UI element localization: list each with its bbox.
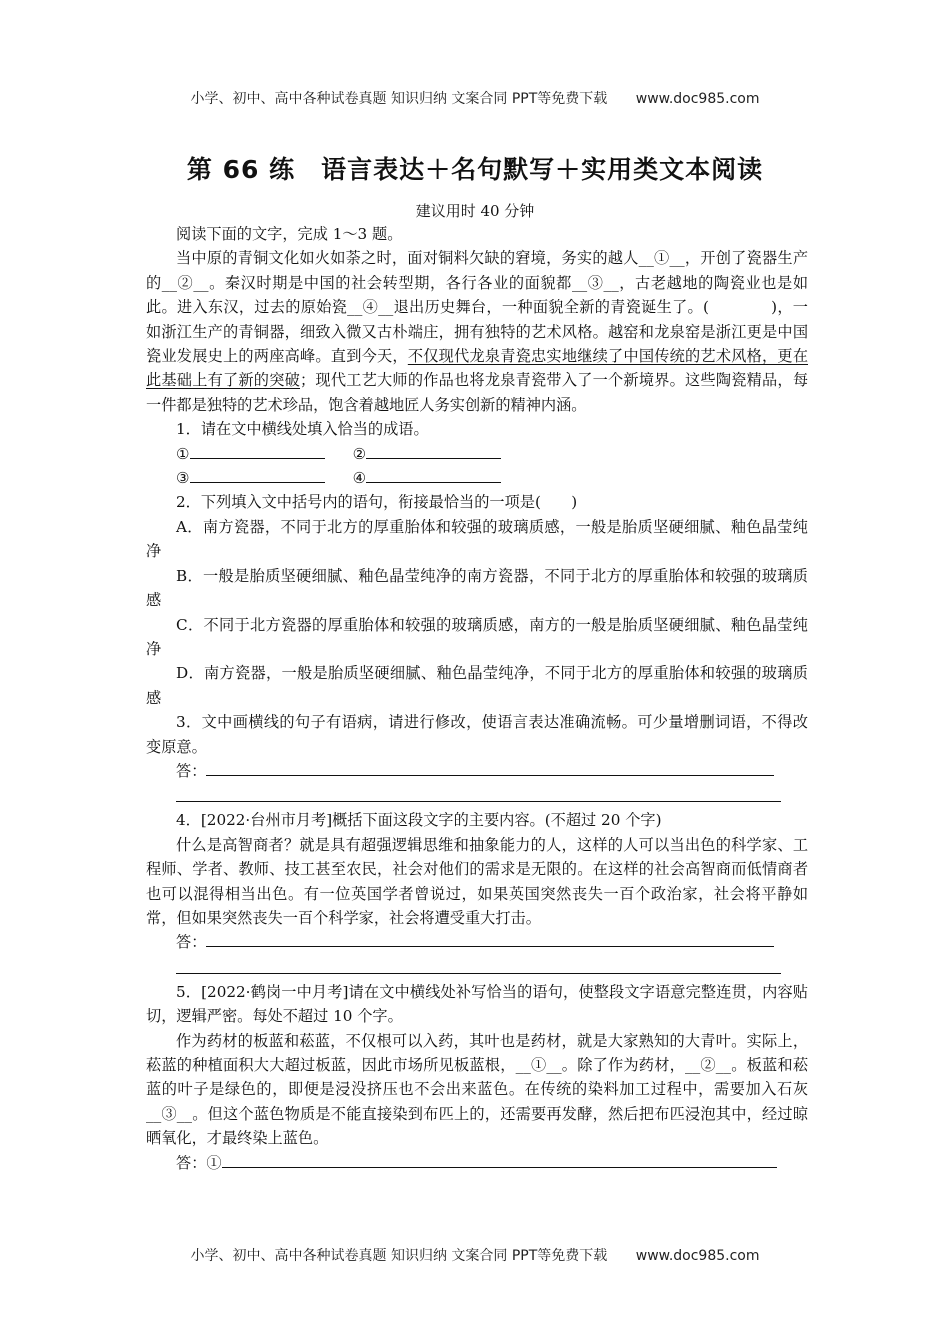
answer-label: 答：: [176, 761, 207, 780]
answer-line[interactable]: [206, 761, 774, 776]
footer-site-link[interactable]: www.doc985.com: [635, 1248, 760, 1264]
question-4-answer: [146, 930, 808, 954]
question-5-answer: [146, 1151, 808, 1175]
answer-blank-1[interactable]: [190, 444, 325, 459]
question-4-passage: 什么是高智商者？就是具有超强逻辑思维和抽象能力的人，这样的人可以当出色的科学家、工程师、学者、教师、技工甚至农民，社会对他们的需求是无限的。在这样的社会高智商而低情商者也可以混得相当出色。有一位英国学者曾说过，如果英国突然丧失一百个政治家，社会将平静如常，但如果突然丧失一百个科学家，社会将遭受重大打击。: [146, 835, 808, 927]
passage-1-text-b: ；现代工艺大师的作品也将龙泉青瓷带入了一个新境界。这些陶瓷精品，每一件都是独特的艺术珍品，饱含着越地匠人务实创新的精神内涵。: [146, 371, 809, 414]
answer-blank-2[interactable]: [366, 444, 501, 459]
question-2-stem: 2．下列填入文中括号内的语句，衔接最恰当的一项是( ): [176, 493, 578, 512]
question-2-option-d: D．南方瓷器，一般是胎质坚硬细腻、釉色晶莹纯净，不同于北方的厚重胎体和较强的玻璃质感: [146, 664, 808, 707]
passage-1: [146, 246, 808, 417]
passage-1-text-a: 当中原的青铜文化如火如荼之时，面对铜料欠缺的窘境，务实的越人__①__，开创了瓷器生产的__②__。秦汉时期是中国的社会转型期，各行各业的面貌都__③__，古老越地的陶瓷业也是如此。进入东汉，过去的原始瓷__④__退出历史舞台，一种面貌全新的青瓷诞生了。( )，一如浙江生产的青铜器，细致入微又古朴端庄，拥有独特的艺术风格。越窑和龙泉窑是浙江更是中国瓷业发展史上的两座高峰。直到今天，: [146, 249, 808, 366]
page-footer: [0, 1245, 950, 1265]
footer-text: 小学、初中、高中各种试卷真题 知识归纳 文案合同 PPT等免费下载: [190, 1248, 608, 1264]
answer-line[interactable]: [176, 955, 781, 974]
answer-line[interactable]: [222, 1153, 777, 1168]
answer-blank-4[interactable]: [366, 468, 501, 483]
blank-label: ③: [176, 469, 190, 488]
header-site-link[interactable]: www.doc985.com: [635, 91, 760, 107]
document-body: [146, 222, 808, 1175]
blank-label: ④: [352, 469, 367, 488]
question-3-answer: [146, 759, 808, 783]
question-1-stem: 1．请在文中横线处填入恰当的成语。: [176, 420, 429, 439]
reading-intro: 阅读下面的文字，完成 1～3 题。: [176, 225, 403, 243]
question-2-option-a: A．南方瓷器，不同于北方的厚重胎体和较强的玻璃质感，一般是胎质坚硬细腻、釉色晶莹纯净: [146, 517, 808, 561]
page-header: [0, 88, 950, 108]
question-5-stem: 5．[2022·鹤岗一中月考]请在文中横线处补写恰当的语句，使整段文字语意完整连贯，内容贴切，逻辑严密。每处不超过 10 个字。: [146, 982, 808, 1026]
question-1-blanks-row-2: [146, 466, 808, 490]
question-4-stem: 4．[2022·台州市月考]概括下面这段文字的主要内容。(不超过 20 个字): [176, 811, 662, 830]
question-2-option-b: B．一般是胎质坚硬细腻、釉色晶莹纯净的南方瓷器，不同于北方的厚重胎体和较强的玻璃质感: [146, 566, 808, 610]
passage-1-underlined-sentence: 不仅现代龙泉青瓷忠实地继续了中国传统的艺术风格，更在此基础上有了新的突破: [146, 347, 809, 390]
blank-label: ①: [176, 444, 190, 463]
question-1-blanks-row-1: [146, 442, 808, 466]
blank-label: ②: [352, 444, 367, 463]
header-text: 小学、初中、高中各种试卷真题 知识归纳 文案合同 PPT等免费下载: [190, 91, 608, 107]
question-5-passage: 作为药材的板蓝和菘蓝，不仅根可以入药，其叶也是药材，就是大家熟知的大青叶。实际上，菘蓝的种植面积大大超过板蓝，因此市场所见板蓝根，__①__。除了作为药材，__②__。板蓝和菘蓝的叶子是绿色的，即便是浸没挤压也不会出来蓝色。在传统的染料加工过程中，需要加入石灰__③__。但这个蓝色物质是不能直接染到布匹上的，还需要再发酵，然后把布匹浸泡其中，经过晾晒氧化，才最终染上蓝色。: [146, 1031, 809, 1148]
answer-blank-3[interactable]: [190, 468, 325, 483]
question-3-stem: 3．文中画横线的句子有语病，请进行修改，使语言表达准确流畅。可少量增删词语，不得改变原意。: [146, 713, 808, 756]
suggested-time: 建议用时 40 分钟: [415, 202, 535, 220]
page-title: 第 66 练 语言表达＋名句默写＋实用类文本阅读: [186, 155, 764, 184]
answer-line[interactable]: [206, 932, 774, 947]
answer-label: 答：: [176, 933, 207, 952]
answer-label: 答：①: [176, 1153, 222, 1172]
answer-line[interactable]: [176, 783, 781, 802]
question-2-option-c: C．不同于北方瓷器的厚重胎体和较强的玻璃质感，南方的一般是胎质坚硬细腻、釉色晶莹纯净: [146, 615, 808, 658]
